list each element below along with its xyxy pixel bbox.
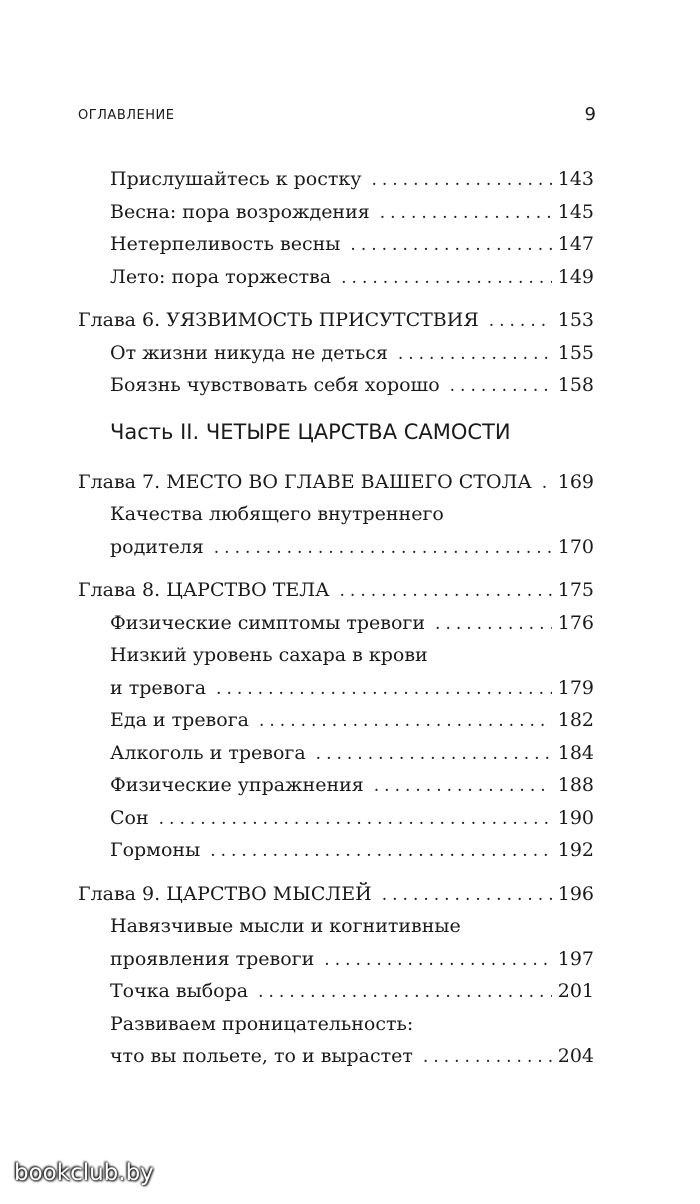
toc-entry-title: Весна: пора возрождения <box>110 200 370 223</box>
running-head: ОГЛАВЛЕНИЕ <box>78 108 175 123</box>
toc-entry <box>110 1040 594 1073</box>
toc-chapter-title: Глава 8. ЦАРСТВО ТЕЛА <box>78 579 330 601</box>
toc-entry-title: что вы польете, то и вырастет <box>110 1045 413 1067</box>
toc-chapter-page: 153 <box>557 309 594 331</box>
toc-entry-page: 184 <box>557 741 594 764</box>
toc-entry <box>110 975 594 1008</box>
dot-leader <box>316 738 552 771</box>
page-number: 9 <box>584 104 596 125</box>
toc-entry-title: От жизни никуда не деться <box>110 341 388 364</box>
toc-chapter-page: 196 <box>557 882 594 905</box>
toc-entry-page: 201 <box>557 980 594 1002</box>
toc-entry-page: 192 <box>557 839 594 861</box>
dot-leader <box>382 879 552 912</box>
toc-entry <box>110 261 594 294</box>
toc-entry-title: Алкоголь и тревога <box>110 741 306 764</box>
toc-entry-title: родителя <box>110 535 204 558</box>
dot-leader <box>210 835 552 868</box>
toc-entry <box>110 337 594 370</box>
page-header <box>78 104 596 128</box>
toc-chapter-page: 175 <box>557 579 594 601</box>
toc-entry-page: 182 <box>557 709 594 731</box>
toc-entry-page: 176 <box>557 611 594 634</box>
toc-entry <box>110 834 594 867</box>
dot-leader <box>259 705 552 738</box>
part-heading: Часть II. ЧЕТЫРЕ ЦАРСТВА САМОСТИ <box>110 419 511 444</box>
toc-entry-page: 149 <box>557 265 594 288</box>
toc-entry-title: Точка выбора <box>110 980 249 1002</box>
dot-leader <box>350 229 551 262</box>
toc-entry <box>110 943 594 976</box>
toc-entry-title-line1: Навязчивые мысли и когнитивные <box>110 915 461 937</box>
toc-entry <box>110 802 594 835</box>
toc-chapter-title: Глава 9. ЦАРСТВО МЫСЛЕЙ <box>78 882 372 905</box>
dot-leader <box>214 532 552 565</box>
toc-chapter-9 <box>78 878 594 911</box>
toc-entry-page: 204 <box>557 1045 594 1067</box>
dot-leader <box>489 305 552 338</box>
dot-leader <box>450 370 552 403</box>
dot-leader <box>374 770 552 803</box>
dot-leader <box>435 608 552 641</box>
toc-entry-title: Физические упражнения <box>110 774 364 796</box>
toc-entry-page: 145 <box>557 200 594 223</box>
toc-entry-page: 158 <box>557 374 594 396</box>
toc-entry-page: 147 <box>557 233 594 255</box>
toc-entry-title: Лето: пора торжества <box>110 265 332 288</box>
dot-leader <box>341 262 552 295</box>
dot-leader <box>371 164 551 197</box>
toc-entry-page: 197 <box>557 947 594 970</box>
toc-entry-title: и тревога <box>110 676 207 699</box>
dot-leader <box>380 197 552 230</box>
toc-entry <box>110 196 594 229</box>
toc-chapter-8 <box>78 574 594 607</box>
dot-leader <box>423 1041 552 1074</box>
toc-entry-title: Боязнь чувствовать себя хорошо <box>110 374 440 396</box>
dot-leader <box>258 976 552 1009</box>
toc-chapter-7 <box>78 466 594 499</box>
toc-entry-title: Нетерпеливость весны <box>110 233 341 255</box>
toc-chapter-title: Глава 6. УЯЗВИМОСТЬ ПРИСУТСТВИЯ <box>78 309 479 331</box>
toc-entry <box>110 607 594 640</box>
toc-entry-title-line1: Низкий уровень сахара в крови <box>110 644 428 666</box>
toc-entry <box>110 737 594 770</box>
toc-entry-title: Гормоны <box>110 839 201 861</box>
dot-leader <box>324 944 551 977</box>
toc-entry-page: 190 <box>557 806 594 829</box>
toc-entry <box>110 704 594 737</box>
toc-entry-page: 170 <box>557 535 594 558</box>
dot-leader <box>216 673 552 706</box>
toc-entry <box>110 672 594 705</box>
toc-chapter-6 <box>78 304 594 337</box>
toc-entry <box>110 163 594 196</box>
toc-entry-title: проявления тревоги <box>110 947 315 970</box>
toc-chapter-title: Глава 7. МЕСТО ВО ГЛАВЕ ВАШЕГО СТОЛА <box>78 470 532 493</box>
toc-entry-title-line1: Развиваем проницательность: <box>110 1012 414 1035</box>
watermark: bookclub.by <box>14 1160 154 1186</box>
dot-leader <box>542 467 552 500</box>
toc-chapter-page: 169 <box>557 470 594 493</box>
toc-entry-page: 143 <box>557 168 594 190</box>
toc-entry <box>110 228 594 261</box>
table-of-contents <box>78 163 594 1073</box>
dot-leader <box>340 575 552 608</box>
dot-leader <box>398 338 552 371</box>
toc-entry-title: Сон <box>110 806 149 829</box>
toc-entry <box>110 369 594 402</box>
toc-entry-title-line1: Качества любящего внутреннего <box>110 503 444 525</box>
toc-entry-title: Прислушайтесь к ростку <box>110 168 362 190</box>
toc-entry-title: Физические симптомы тревоги <box>110 611 426 634</box>
toc-entry-page: 155 <box>557 341 594 364</box>
toc-entry <box>110 531 594 564</box>
toc-entry-page: 179 <box>557 676 594 699</box>
toc-entry-page: 188 <box>557 774 594 796</box>
toc-entry-title: Еда и тревога <box>110 709 249 731</box>
toc-entry <box>110 769 594 802</box>
dot-leader <box>159 803 552 836</box>
